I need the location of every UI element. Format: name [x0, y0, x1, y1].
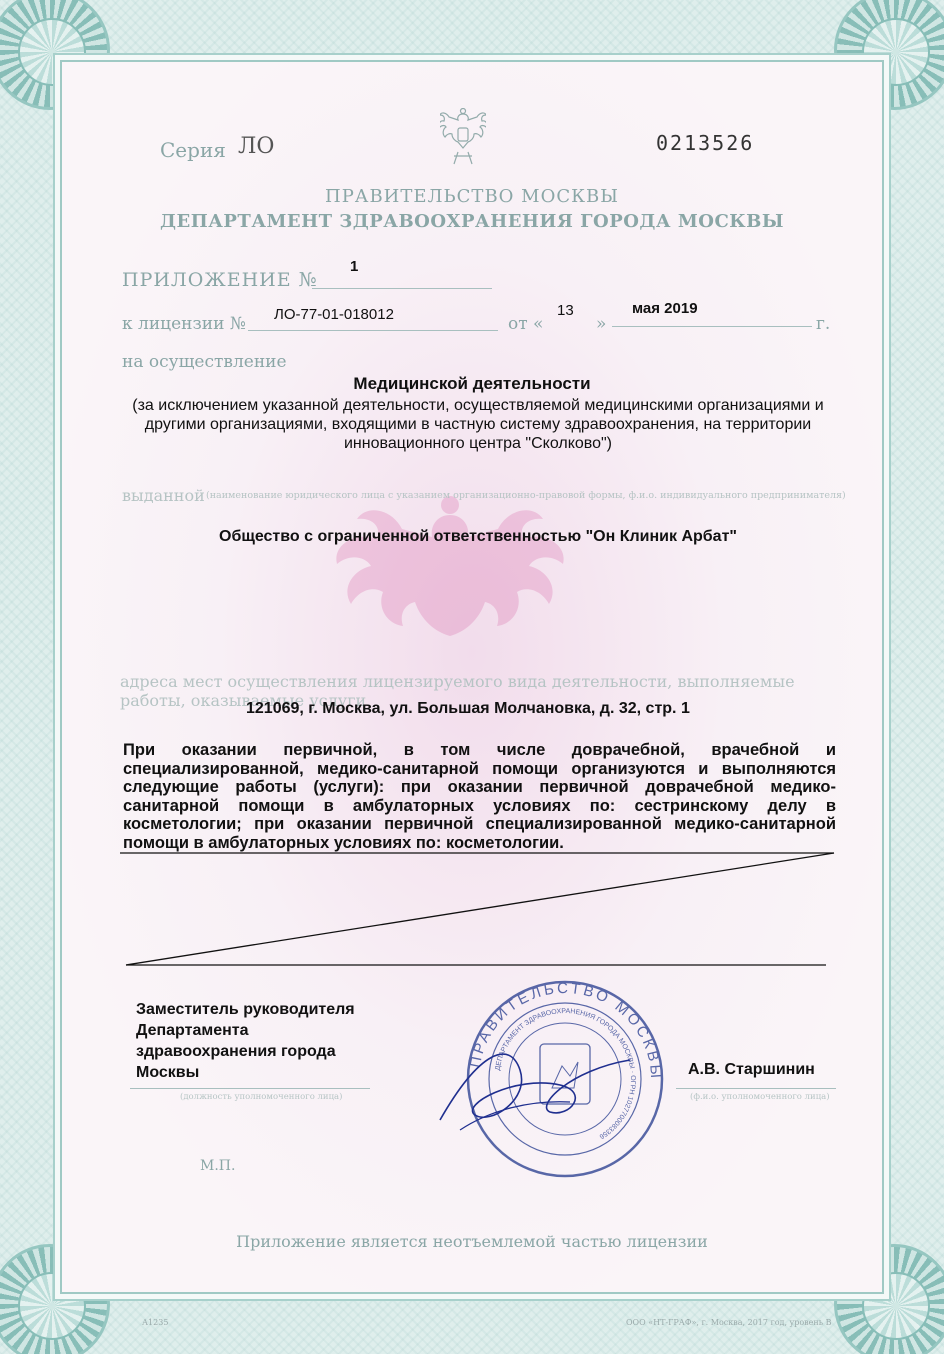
- activity-label: на осуществление: [122, 352, 287, 372]
- name-hint: (ф.и.о. уполномоченного лица): [690, 1092, 830, 1102]
- department-title: ДЕПАРТАМЕНТ ЗДРАВООХРАНЕНИЯ ГОРОДА МОСКВЫ: [160, 211, 784, 232]
- eagle-watermark: [300, 495, 600, 695]
- address-label: адреса мест осуществления лицензируемого вида деятельности, выполняемые работы, оказываемые услуги: [120, 672, 795, 710]
- signatory-position-line-4: Москвы: [136, 1064, 200, 1081]
- license-number-line: [248, 330, 498, 331]
- series-label: Серия: [160, 138, 226, 162]
- position-line: [130, 1088, 370, 1089]
- signatory-position-line-3: здравоохранения города: [136, 1043, 336, 1060]
- appendix-label: ПРИЛОЖЕНИЕ №: [122, 269, 318, 291]
- date-from-label: от «: [508, 314, 544, 334]
- date-quote-close: »: [596, 314, 607, 334]
- activity-description: (за исключением указанной деятельности, осуществляемой медицинскими организациями и другими организациями, входящими в частную систему здравоохранения, на территории инновационного центра "Сколково"): [132, 397, 824, 452]
- organization-name: Общество с ограниченной ответственностью "Он Клиник Арбат": [219, 528, 737, 545]
- license-number: ЛО-77-01-018012: [274, 306, 394, 323]
- works-text: При оказании первичной, в том числе доврачебной, врачебной и специализированной, медико-санитарной помощи организуются и выполняются следующие работы (услуги): при оказании первичной доврачебной медико-санитарной помощи в амбулаторных условиях по: сестринскому делу в косметологии; при оказании первичной специализированной медико-санитарной помощи в амбулаторных условиях по: косметологии.: [123, 741, 836, 852]
- activity-title: Медицинской деятельности: [353, 374, 591, 393]
- handwritten-signature: [420, 1030, 640, 1140]
- address-value: 121069, г. Москва, ул. Большая Молчановка, д. 32, стр. 1: [246, 700, 690, 717]
- license-date-line: [612, 326, 812, 327]
- coat-of-arms-icon: [440, 108, 486, 170]
- name-line: [676, 1088, 836, 1089]
- svg-text:ПРАВИТЕЛЬСТВО МОСКВЫ: ПРАВИТЕЛЬСТВО МОСКВЫ: [466, 979, 665, 1082]
- position-hint: (должность уполномоченного лица): [180, 1092, 343, 1102]
- appendix-number: 1: [350, 258, 359, 275]
- issued-hint: (наименование юридического лица с указанием организационно-правовой формы, ф.и.о. индивидуального предпринимателя): [206, 490, 846, 501]
- appendix-integral-note: Приложение является неотъемлемой частью лицензии: [236, 1232, 708, 1251]
- issued-label: выданной: [122, 486, 205, 505]
- svg-text:ДЕПАРТАМЕНТ ЗДРАВООХРАНЕНИЯ ГО: ДЕПАРТАМЕНТ ЗДРАВООХРАНЕНИЯ ГОРОДА МОСКВЫ · ОГРН 1027700083356: [494, 1007, 637, 1140]
- license-month-year: мая 2019: [632, 300, 698, 317]
- appendix-number-line: [312, 288, 492, 289]
- signatory-position-line-2: Департамента: [136, 1022, 249, 1039]
- blank-space-strike-lines: [120, 845, 840, 975]
- form-number: 0213526: [656, 131, 755, 155]
- printer-info: ООО «НТ-ГРАФ», г. Москва, 2017 год, уровень В: [626, 1318, 832, 1327]
- signatory-name: А.В. Старшинин: [688, 1061, 815, 1078]
- signatory-position-line-1: Заместитель руководителя: [136, 1001, 355, 1018]
- year-suffix: г.: [816, 314, 831, 334]
- form-code: А1235: [142, 1318, 169, 1327]
- government-title: ПРАВИТЕЛЬСТВО МОСКВЫ: [325, 186, 619, 207]
- license-day: 13: [557, 302, 574, 319]
- seal-place-mark: М.П.: [200, 1158, 236, 1174]
- license-label: к лицензии №: [122, 314, 246, 334]
- series-value: ЛО: [238, 134, 275, 159]
